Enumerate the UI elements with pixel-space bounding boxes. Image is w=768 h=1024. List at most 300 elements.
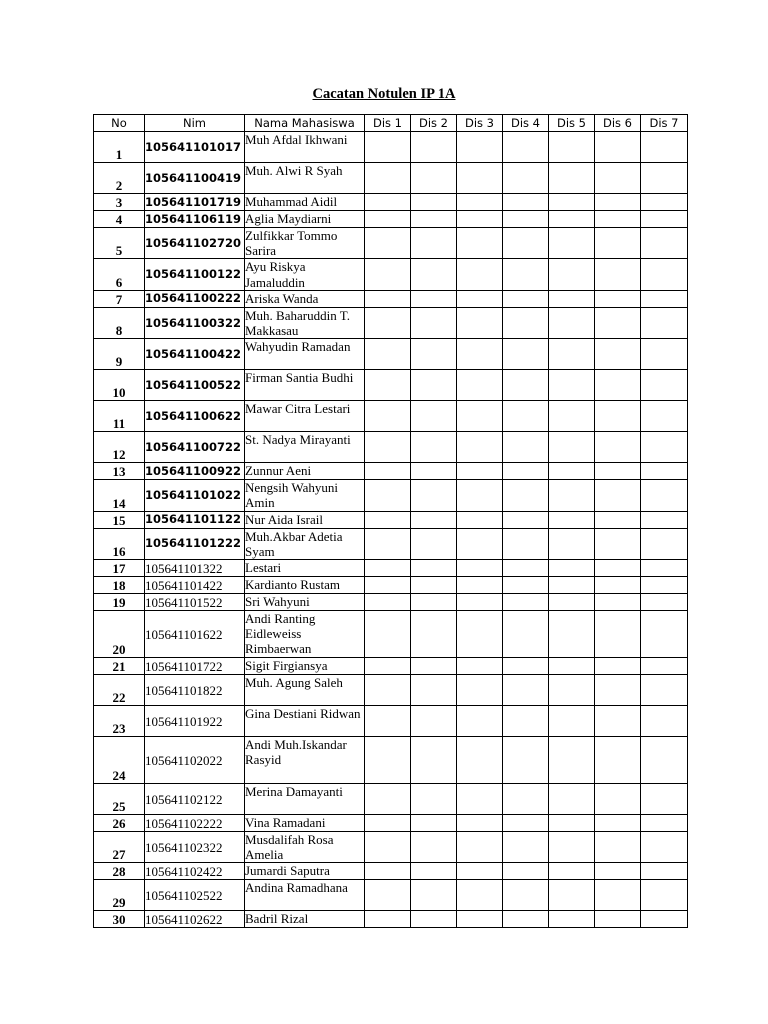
cell-no: 8 (94, 307, 145, 338)
cell-dis-6[interactable] (595, 675, 641, 706)
cell-dis-4[interactable] (503, 339, 549, 370)
cell-dis-2[interactable] (411, 815, 457, 832)
cell-dis-3[interactable] (457, 911, 503, 928)
cell-nama-mahasiswa: Musdalifah Rosa Amelia (245, 832, 365, 863)
cell-dis-3[interactable] (457, 815, 503, 832)
cell-nama-mahasiswa: Merina Damayanti (245, 784, 365, 815)
table-row (94, 658, 688, 675)
cell-dis-6[interactable] (595, 863, 641, 880)
cell-dis-1[interactable] (365, 511, 411, 528)
cell-nim: 105641102720 (145, 228, 245, 259)
cell-no: 16 (94, 528, 145, 559)
cell-nim: 105641100522 (145, 370, 245, 401)
cell-dis-6[interactable] (595, 880, 641, 911)
cell-dis-6[interactable] (595, 577, 641, 594)
cell-dis-1[interactable] (365, 863, 411, 880)
cell-dis-2[interactable] (411, 307, 457, 338)
cell-dis-5[interactable] (549, 675, 595, 706)
cell-dis-7[interactable] (641, 370, 688, 401)
cell-no: 3 (94, 194, 145, 211)
cell-dis-7[interactable] (641, 911, 688, 928)
cell-dis-3[interactable] (457, 880, 503, 911)
cell-dis-6[interactable] (595, 706, 641, 737)
cell-dis-2[interactable] (411, 737, 457, 784)
cell-dis-6[interactable] (595, 737, 641, 784)
cell-nama-mahasiswa: Mawar Citra Lestari (245, 401, 365, 432)
cell-dis-4[interactable] (503, 432, 549, 463)
cell-nim: 105641100722 (145, 432, 245, 463)
cell-dis-7[interactable] (641, 577, 688, 594)
table-row (94, 194, 688, 211)
cell-dis-6[interactable] (595, 784, 641, 815)
cell-nama-mahasiswa: Zulfikkar Tommo Sarira (245, 228, 365, 259)
cell-dis-4[interactable] (503, 463, 549, 480)
cell-dis-4[interactable] (503, 658, 549, 675)
cell-dis-7[interactable] (641, 832, 688, 863)
cell-dis-6[interactable] (595, 339, 641, 370)
cell-dis-6[interactable] (595, 560, 641, 577)
cell-dis-1[interactable] (365, 463, 411, 480)
cell-dis-3[interactable] (457, 132, 503, 163)
cell-dis-3[interactable] (457, 370, 503, 401)
cell-dis-1[interactable] (365, 259, 411, 290)
header-dis-6: Dis 6 (595, 115, 641, 132)
cell-nim: 105641101722 (145, 658, 245, 675)
cell-nama-mahasiswa: Sigit Firgiansya (245, 658, 365, 675)
cell-dis-2[interactable] (411, 863, 457, 880)
table-row (94, 560, 688, 577)
cell-dis-1[interactable] (365, 290, 411, 307)
cell-dis-5[interactable] (549, 228, 595, 259)
cell-dis-1[interactable] (365, 911, 411, 928)
cell-dis-5[interactable] (549, 132, 595, 163)
cell-no: 5 (94, 228, 145, 259)
cell-dis-6[interactable] (595, 370, 641, 401)
cell-dis-2[interactable] (411, 401, 457, 432)
cell-dis-5[interactable] (549, 560, 595, 577)
cell-dis-4[interactable] (503, 132, 549, 163)
cell-dis-7[interactable] (641, 675, 688, 706)
table-row (94, 706, 688, 737)
cell-dis-6[interactable] (595, 658, 641, 675)
cell-dis-1[interactable] (365, 228, 411, 259)
cell-dis-5[interactable] (549, 211, 595, 228)
cell-dis-3[interactable] (457, 211, 503, 228)
cell-dis-5[interactable] (549, 259, 595, 290)
cell-nim: 105641101017 (145, 132, 245, 163)
cell-dis-7[interactable] (641, 528, 688, 559)
cell-nama-mahasiswa: Lestari (245, 560, 365, 577)
cell-dis-3[interactable] (457, 832, 503, 863)
cell-dis-7[interactable] (641, 132, 688, 163)
cell-nim: 105641101822 (145, 675, 245, 706)
cell-dis-1[interactable] (365, 594, 411, 611)
cell-nim: 105641101422 (145, 577, 245, 594)
cell-dis-4[interactable] (503, 370, 549, 401)
cell-nim: 105641102522 (145, 880, 245, 911)
table-row (94, 432, 688, 463)
cell-dis-6[interactable] (595, 511, 641, 528)
cell-dis-4[interactable] (503, 706, 549, 737)
cell-dis-1[interactable] (365, 339, 411, 370)
cell-dis-4[interactable] (503, 675, 549, 706)
cell-dis-5[interactable] (549, 432, 595, 463)
cell-nama-mahasiswa: Muh. Baharuddin T. Makkasau (245, 307, 365, 338)
header-dis-4: Dis 4 (503, 115, 549, 132)
cell-dis-6[interactable] (595, 815, 641, 832)
cell-dis-2[interactable] (411, 611, 457, 658)
cell-dis-5[interactable] (549, 577, 595, 594)
table-row (94, 880, 688, 911)
cell-nama-mahasiswa: Zunnur Aeni (245, 463, 365, 480)
cell-dis-5[interactable] (549, 370, 595, 401)
cell-dis-3[interactable] (457, 307, 503, 338)
cell-dis-4[interactable] (503, 863, 549, 880)
cell-dis-4[interactable] (503, 511, 549, 528)
cell-dis-1[interactable] (365, 401, 411, 432)
cell-nama-mahasiswa: Badril Rizal (245, 911, 365, 928)
cell-dis-4[interactable] (503, 194, 549, 211)
cell-dis-4[interactable] (503, 911, 549, 928)
cell-dis-6[interactable] (595, 480, 641, 511)
cell-dis-5[interactable] (549, 706, 595, 737)
cell-dis-7[interactable] (641, 259, 688, 290)
cell-dis-5[interactable] (549, 784, 595, 815)
cell-dis-4[interactable] (503, 211, 549, 228)
cell-dis-1[interactable] (365, 194, 411, 211)
cell-dis-3[interactable] (457, 611, 503, 658)
cell-dis-2[interactable] (411, 911, 457, 928)
header-row (94, 115, 688, 132)
cell-dis-3[interactable] (457, 675, 503, 706)
cell-dis-5[interactable] (549, 339, 595, 370)
cell-dis-7[interactable] (641, 815, 688, 832)
table-row (94, 480, 688, 511)
cell-nim: 105641100622 (145, 401, 245, 432)
table-row (94, 511, 688, 528)
cell-dis-5[interactable] (549, 307, 595, 338)
cell-dis-7[interactable] (641, 511, 688, 528)
cell-dis-1[interactable] (365, 737, 411, 784)
cell-dis-5[interactable] (549, 863, 595, 880)
cell-no: 12 (94, 432, 145, 463)
cell-dis-2[interactable] (411, 163, 457, 194)
cell-dis-2[interactable] (411, 480, 457, 511)
cell-dis-2[interactable] (411, 706, 457, 737)
cell-dis-1[interactable] (365, 675, 411, 706)
cell-dis-4[interactable] (503, 577, 549, 594)
cell-dis-1[interactable] (365, 577, 411, 594)
cell-dis-5[interactable] (549, 528, 595, 559)
table-row (94, 675, 688, 706)
cell-dis-3[interactable] (457, 737, 503, 784)
cell-dis-5[interactable] (549, 611, 595, 658)
cell-dis-6[interactable] (595, 290, 641, 307)
cell-dis-3[interactable] (457, 194, 503, 211)
cell-no: 14 (94, 480, 145, 511)
cell-nama-mahasiswa: Muh. Agung Saleh (245, 675, 365, 706)
cell-dis-6[interactable] (595, 132, 641, 163)
table-row (94, 163, 688, 194)
cell-nim: 105641102122 (145, 784, 245, 815)
page-title: Cacatan Notulen IP 1A (312, 86, 456, 102)
cell-dis-7[interactable] (641, 290, 688, 307)
cell-dis-4[interactable] (503, 307, 549, 338)
cell-dis-7[interactable] (641, 480, 688, 511)
cell-no: 7 (94, 290, 145, 307)
cell-dis-6[interactable] (595, 401, 641, 432)
cell-nama-mahasiswa: Ariska Wanda (245, 290, 365, 307)
cell-nim: 105641100422 (145, 339, 245, 370)
cell-dis-3[interactable] (457, 228, 503, 259)
cell-dis-6[interactable] (595, 832, 641, 863)
cell-dis-6[interactable] (595, 611, 641, 658)
cell-no: 24 (94, 737, 145, 784)
header-dis-1: Dis 1 (365, 115, 411, 132)
cell-dis-6[interactable] (595, 463, 641, 480)
cell-nama-mahasiswa: Muh Afdal Ikhwani (245, 132, 365, 163)
cell-dis-7[interactable] (641, 880, 688, 911)
table-row (94, 528, 688, 559)
cell-dis-6[interactable] (595, 228, 641, 259)
cell-nama-mahasiswa: Vina Ramadani (245, 815, 365, 832)
cell-dis-1[interactable] (365, 163, 411, 194)
cell-dis-2[interactable] (411, 370, 457, 401)
cell-dis-6[interactable] (595, 211, 641, 228)
cell-no: 10 (94, 370, 145, 401)
table-row (94, 784, 688, 815)
cell-dis-5[interactable] (549, 832, 595, 863)
cell-nama-mahasiswa: Muhammad Aidil (245, 194, 365, 211)
cell-dis-4[interactable] (503, 832, 549, 863)
table-row (94, 594, 688, 611)
cell-nim: 105641102622 (145, 911, 245, 928)
table-row (94, 132, 688, 163)
cell-nim: 105641101922 (145, 706, 245, 737)
cell-no: 2 (94, 163, 145, 194)
cell-no: 6 (94, 259, 145, 290)
cell-nim: 105641101719 (145, 194, 245, 211)
cell-dis-4[interactable] (503, 228, 549, 259)
cell-dis-1[interactable] (365, 528, 411, 559)
table-row (94, 211, 688, 228)
cell-dis-2[interactable] (411, 339, 457, 370)
cell-dis-6[interactable] (595, 194, 641, 211)
cell-dis-4[interactable] (503, 880, 549, 911)
cell-dis-2[interactable] (411, 290, 457, 307)
cell-dis-3[interactable] (457, 784, 503, 815)
table-row (94, 307, 688, 338)
cell-dis-2[interactable] (411, 594, 457, 611)
table-row (94, 611, 688, 658)
cell-dis-7[interactable] (641, 211, 688, 228)
cell-dis-1[interactable] (365, 706, 411, 737)
cell-dis-3[interactable] (457, 658, 503, 675)
cell-dis-2[interactable] (411, 784, 457, 815)
cell-dis-5[interactable] (549, 658, 595, 675)
cell-nim: 105641101122 (145, 511, 245, 528)
cell-dis-3[interactable] (457, 290, 503, 307)
cell-dis-2[interactable] (411, 832, 457, 863)
cell-dis-2[interactable] (411, 577, 457, 594)
table-row (94, 832, 688, 863)
cell-dis-7[interactable] (641, 784, 688, 815)
cell-dis-2[interactable] (411, 463, 457, 480)
cell-dis-5[interactable] (549, 401, 595, 432)
cell-dis-3[interactable] (457, 401, 503, 432)
cell-dis-5[interactable] (549, 480, 595, 511)
header-dis-2: Dis 2 (411, 115, 457, 132)
cell-dis-3[interactable] (457, 528, 503, 559)
cell-dis-7[interactable] (641, 163, 688, 194)
cell-dis-1[interactable] (365, 611, 411, 658)
cell-dis-3[interactable] (457, 463, 503, 480)
table-row (94, 815, 688, 832)
cell-dis-5[interactable] (549, 815, 595, 832)
header-no: No (94, 115, 145, 132)
cell-nama-mahasiswa: Sri Wahyuni (245, 594, 365, 611)
table-row (94, 737, 688, 784)
cell-dis-1[interactable] (365, 560, 411, 577)
cell-no: 21 (94, 658, 145, 675)
table-row (94, 911, 688, 928)
cell-dis-1[interactable] (365, 832, 411, 863)
cell-dis-6[interactable] (595, 259, 641, 290)
cell-dis-2[interactable] (411, 560, 457, 577)
cell-nama-mahasiswa: Gina Destiani Ridwan (245, 706, 365, 737)
cell-nim: 105641102222 (145, 815, 245, 832)
cell-dis-4[interactable] (503, 611, 549, 658)
cell-dis-5[interactable] (549, 911, 595, 928)
cell-dis-6[interactable] (595, 594, 641, 611)
cell-dis-2[interactable] (411, 259, 457, 290)
cell-dis-5[interactable] (549, 594, 595, 611)
cell-dis-7[interactable] (641, 658, 688, 675)
cell-nama-mahasiswa: Andi Muh.Iskandar Rasyid (245, 737, 365, 784)
cell-no: 22 (94, 675, 145, 706)
cell-dis-2[interactable] (411, 228, 457, 259)
cell-dis-7[interactable] (641, 339, 688, 370)
cell-dis-2[interactable] (411, 675, 457, 706)
cell-nama-mahasiswa: Muh. Alwi R Syah (245, 163, 365, 194)
cell-no: 15 (94, 511, 145, 528)
cell-dis-7[interactable] (641, 706, 688, 737)
cell-dis-5[interactable] (549, 194, 595, 211)
cell-dis-3[interactable] (457, 432, 503, 463)
cell-dis-1[interactable] (365, 880, 411, 911)
cell-dis-3[interactable] (457, 259, 503, 290)
cell-dis-6[interactable] (595, 432, 641, 463)
cell-dis-7[interactable] (641, 863, 688, 880)
cell-nim: 105641106119 (145, 211, 245, 228)
cell-dis-6[interactable] (595, 911, 641, 928)
cell-dis-2[interactable] (411, 658, 457, 675)
cell-dis-5[interactable] (549, 463, 595, 480)
cell-dis-1[interactable] (365, 480, 411, 511)
cell-dis-1[interactable] (365, 658, 411, 675)
cell-no: 25 (94, 784, 145, 815)
cell-dis-1[interactable] (365, 370, 411, 401)
cell-nama-mahasiswa: Jumardi Saputra (245, 863, 365, 880)
cell-dis-7[interactable] (641, 463, 688, 480)
cell-dis-6[interactable] (595, 307, 641, 338)
cell-dis-7[interactable] (641, 611, 688, 658)
cell-dis-5[interactable] (549, 163, 595, 194)
cell-dis-7[interactable] (641, 228, 688, 259)
cell-dis-7[interactable] (641, 307, 688, 338)
cell-no: 17 (94, 560, 145, 577)
table-row (94, 863, 688, 880)
cell-dis-2[interactable] (411, 211, 457, 228)
cell-nama-mahasiswa: St. Nadya Mirayanti (245, 432, 365, 463)
cell-dis-4[interactable] (503, 594, 549, 611)
cell-dis-4[interactable] (503, 737, 549, 784)
cell-dis-6[interactable] (595, 163, 641, 194)
cell-dis-2[interactable] (411, 432, 457, 463)
cell-dis-4[interactable] (503, 290, 549, 307)
cell-dis-2[interactable] (411, 528, 457, 559)
cell-dis-1[interactable] (365, 132, 411, 163)
cell-dis-3[interactable] (457, 560, 503, 577)
header-dis-7: Dis 7 (641, 115, 688, 132)
cell-dis-4[interactable] (503, 401, 549, 432)
cell-dis-4[interactable] (503, 815, 549, 832)
cell-dis-2[interactable] (411, 132, 457, 163)
cell-dis-1[interactable] (365, 307, 411, 338)
cell-dis-4[interactable] (503, 528, 549, 559)
table-row (94, 339, 688, 370)
cell-no: 29 (94, 880, 145, 911)
cell-dis-7[interactable] (641, 560, 688, 577)
cell-dis-4[interactable] (503, 480, 549, 511)
cell-dis-7[interactable] (641, 194, 688, 211)
cell-dis-4[interactable] (503, 560, 549, 577)
cell-dis-7[interactable] (641, 432, 688, 463)
cell-nim: 105641100122 (145, 259, 245, 290)
cell-dis-7[interactable] (641, 594, 688, 611)
cell-dis-3[interactable] (457, 163, 503, 194)
table-row (94, 259, 688, 290)
cell-dis-6[interactable] (595, 528, 641, 559)
cell-dis-3[interactable] (457, 863, 503, 880)
cell-dis-1[interactable] (365, 432, 411, 463)
cell-nim: 105641101622 (145, 611, 245, 658)
cell-dis-2[interactable] (411, 194, 457, 211)
cell-dis-5[interactable] (549, 511, 595, 528)
cell-dis-3[interactable] (457, 706, 503, 737)
cell-dis-1[interactable] (365, 784, 411, 815)
cell-no: 27 (94, 832, 145, 863)
cell-dis-3[interactable] (457, 594, 503, 611)
cell-dis-4[interactable] (503, 163, 549, 194)
cell-dis-2[interactable] (411, 511, 457, 528)
cell-dis-4[interactable] (503, 784, 549, 815)
table-row (94, 401, 688, 432)
cell-dis-3[interactable] (457, 511, 503, 528)
cell-dis-4[interactable] (503, 259, 549, 290)
cell-dis-7[interactable] (641, 737, 688, 784)
cell-dis-3[interactable] (457, 577, 503, 594)
cell-dis-3[interactable] (457, 480, 503, 511)
cell-dis-5[interactable] (549, 290, 595, 307)
cell-dis-1[interactable] (365, 815, 411, 832)
cell-dis-3[interactable] (457, 339, 503, 370)
cell-dis-2[interactable] (411, 880, 457, 911)
cell-dis-5[interactable] (549, 880, 595, 911)
cell-dis-7[interactable] (641, 401, 688, 432)
cell-dis-5[interactable] (549, 737, 595, 784)
cell-dis-1[interactable] (365, 211, 411, 228)
